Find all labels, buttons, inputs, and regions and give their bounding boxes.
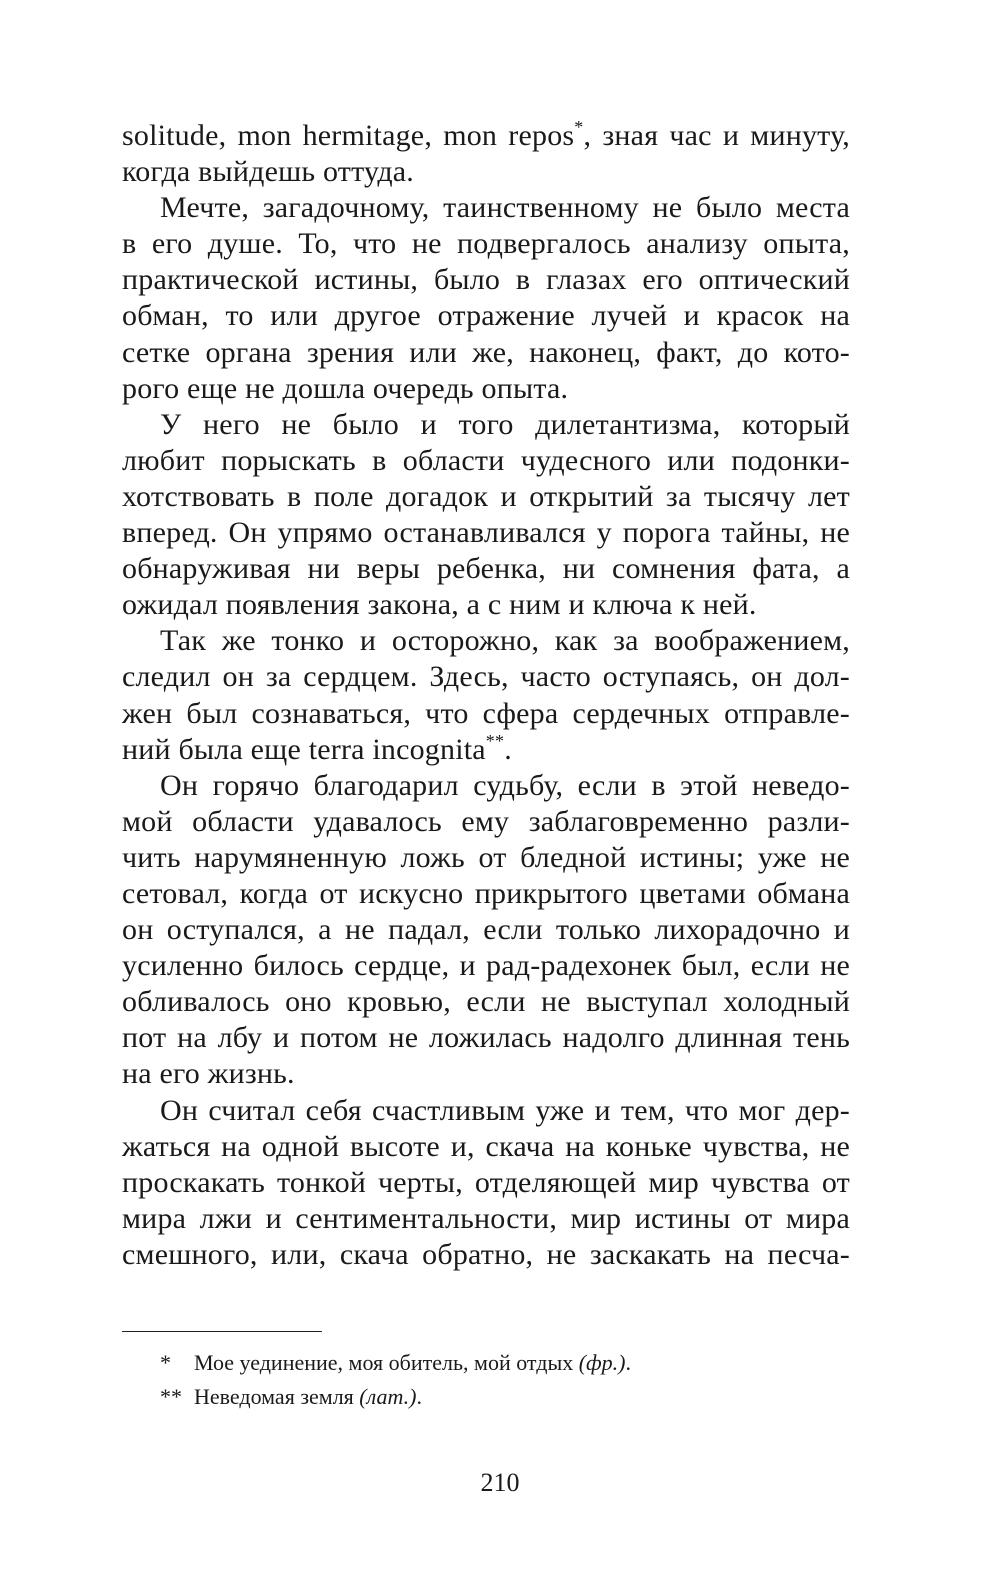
text-segment: рого еще не дошла очередь опыта.	[122, 371, 569, 405]
footnote-1	[160, 1346, 760, 1380]
page-number: 210	[480, 1468, 520, 1497]
text-segment: сетке органа зрения или же, наконец, факт, до кото-	[122, 335, 850, 369]
text-segment: хотствовать в поле догадок и открытий за тысячу лет	[122, 479, 850, 513]
text-line	[122, 840, 850, 876]
text-segment: , зная час и минуту,	[583, 119, 850, 152]
text-segment: когда выйдешь оттуда.	[122, 155, 414, 189]
text-line	[122, 659, 850, 695]
text-segment: обман, то или другое отражение лучей и красок на	[122, 299, 850, 333]
text-line	[122, 190, 850, 226]
footnote-language: (лат.)	[359, 1384, 417, 1409]
text-line	[122, 984, 850, 1020]
text-line	[122, 298, 850, 334]
text-segment: проскакать тонкой черты, отделяющей мир чувства от	[122, 1165, 850, 1199]
text-line	[122, 1201, 850, 1237]
text-segment: практической истины, было в глазах его оптический	[122, 263, 850, 297]
text-segment: обливалось оно кровью, если не выступал холодный	[122, 985, 850, 1019]
text-line	[122, 1165, 850, 1201]
text-segment: он оступался, а не падал, если только лихорадочно и	[122, 913, 850, 947]
text-line	[122, 1020, 850, 1056]
text-segment: Он горячо благодарил судьбу, если в этой неведо-	[160, 768, 850, 802]
text-segment: ний была еще terra incognita	[122, 732, 486, 766]
text-line	[122, 1237, 850, 1273]
text-line	[122, 551, 850, 587]
text-line	[122, 768, 850, 804]
text-segment: сетовал, когда от искусно прикрытого цветами обмана	[122, 876, 850, 910]
text-line	[122, 1129, 850, 1165]
footnote-text: Мое уединение, моя обитель, мой отдых	[194, 1350, 579, 1375]
text-segment: смешного, или, скача обратно, не заскакать на песча-	[122, 1237, 850, 1271]
text-line	[122, 515, 850, 551]
text-segment: жен был сознаваться, что сфера сердечных отправле-	[122, 696, 850, 730]
text-line	[122, 912, 850, 948]
text-segment: следил он за сердцем. Здесь, часто оступаясь, он дол-	[122, 660, 850, 694]
text-segment: Так же тонко и осторожно, как за воображением,	[160, 624, 850, 658]
text-line	[122, 443, 850, 479]
text-segment: вперед. Он упрямо останавливался у порога тайны, не	[122, 516, 850, 550]
text-line	[122, 118, 850, 154]
text-line	[122, 587, 850, 623]
text-segment: solitude, mon hermitage, mon repos	[122, 119, 575, 152]
text-segment: мой области удавалось ему заблаговременно разли-	[122, 804, 850, 838]
text-segment: на его жизнь.	[122, 1057, 295, 1091]
footnote-reference: **	[485, 730, 505, 751]
text-line	[122, 696, 850, 732]
text-line	[122, 226, 850, 262]
text-line	[122, 479, 850, 515]
text-segment: Он считал себя счастливым уже и тем, что мог дер-	[160, 1093, 850, 1127]
footnote-reference: *	[574, 117, 584, 137]
text-line	[122, 1056, 850, 1092]
text-line	[122, 876, 850, 912]
text-line	[122, 407, 850, 443]
footnotes	[160, 1346, 760, 1414]
body-text	[122, 118, 850, 1273]
text-line	[122, 804, 850, 840]
text-line	[122, 948, 850, 984]
footnote-end: .	[625, 1350, 632, 1375]
text-segment: любит порыскать в области чудесного или подонки-	[122, 443, 850, 477]
text-segment: ожидал появления закона, а с ним и ключа к ней.	[122, 588, 757, 622]
text-line	[122, 732, 850, 768]
text-segment: Мечте, загадочному, таинственному не было места	[160, 191, 850, 225]
text-segment: обнаруживая ни веры ребенка, ни сомнения фата, а	[122, 552, 850, 586]
text-segment: чить нарумяненную ложь от бледной истины; уже не	[122, 840, 850, 874]
text-segment: жаться на одной высоте и, скача на коньке чувства, не	[122, 1129, 850, 1163]
text-segment: в его душе. То, что не подвергалось анализу опыта,	[122, 227, 850, 261]
footnote-text: Неведомая земля	[194, 1384, 360, 1409]
footnote-language: (фр.)	[578, 1350, 626, 1375]
text-segment: .	[504, 732, 512, 766]
footnote-separator	[122, 1331, 322, 1332]
text-segment: У него не было и того дилетантизма, который	[160, 407, 850, 441]
text-segment: мира лжи и сентиментальности, мир истины от мира	[122, 1201, 850, 1235]
text-line	[122, 335, 850, 371]
text-line	[122, 1093, 850, 1129]
text-segment: пот на лбу и потом не ложилась надолго длинная тень	[122, 1021, 850, 1055]
footnote-end: .	[416, 1384, 422, 1409]
footnote-mark: **	[160, 1384, 182, 1409]
text-line	[122, 154, 850, 190]
text-segment: усиленно билось сердце, и рад-радехонек был, если не	[122, 949, 850, 983]
text-line	[122, 371, 850, 407]
text-line	[122, 262, 850, 298]
footnote-2	[160, 1380, 760, 1414]
footnote-mark: *	[160, 1350, 171, 1375]
text-line	[122, 623, 850, 659]
